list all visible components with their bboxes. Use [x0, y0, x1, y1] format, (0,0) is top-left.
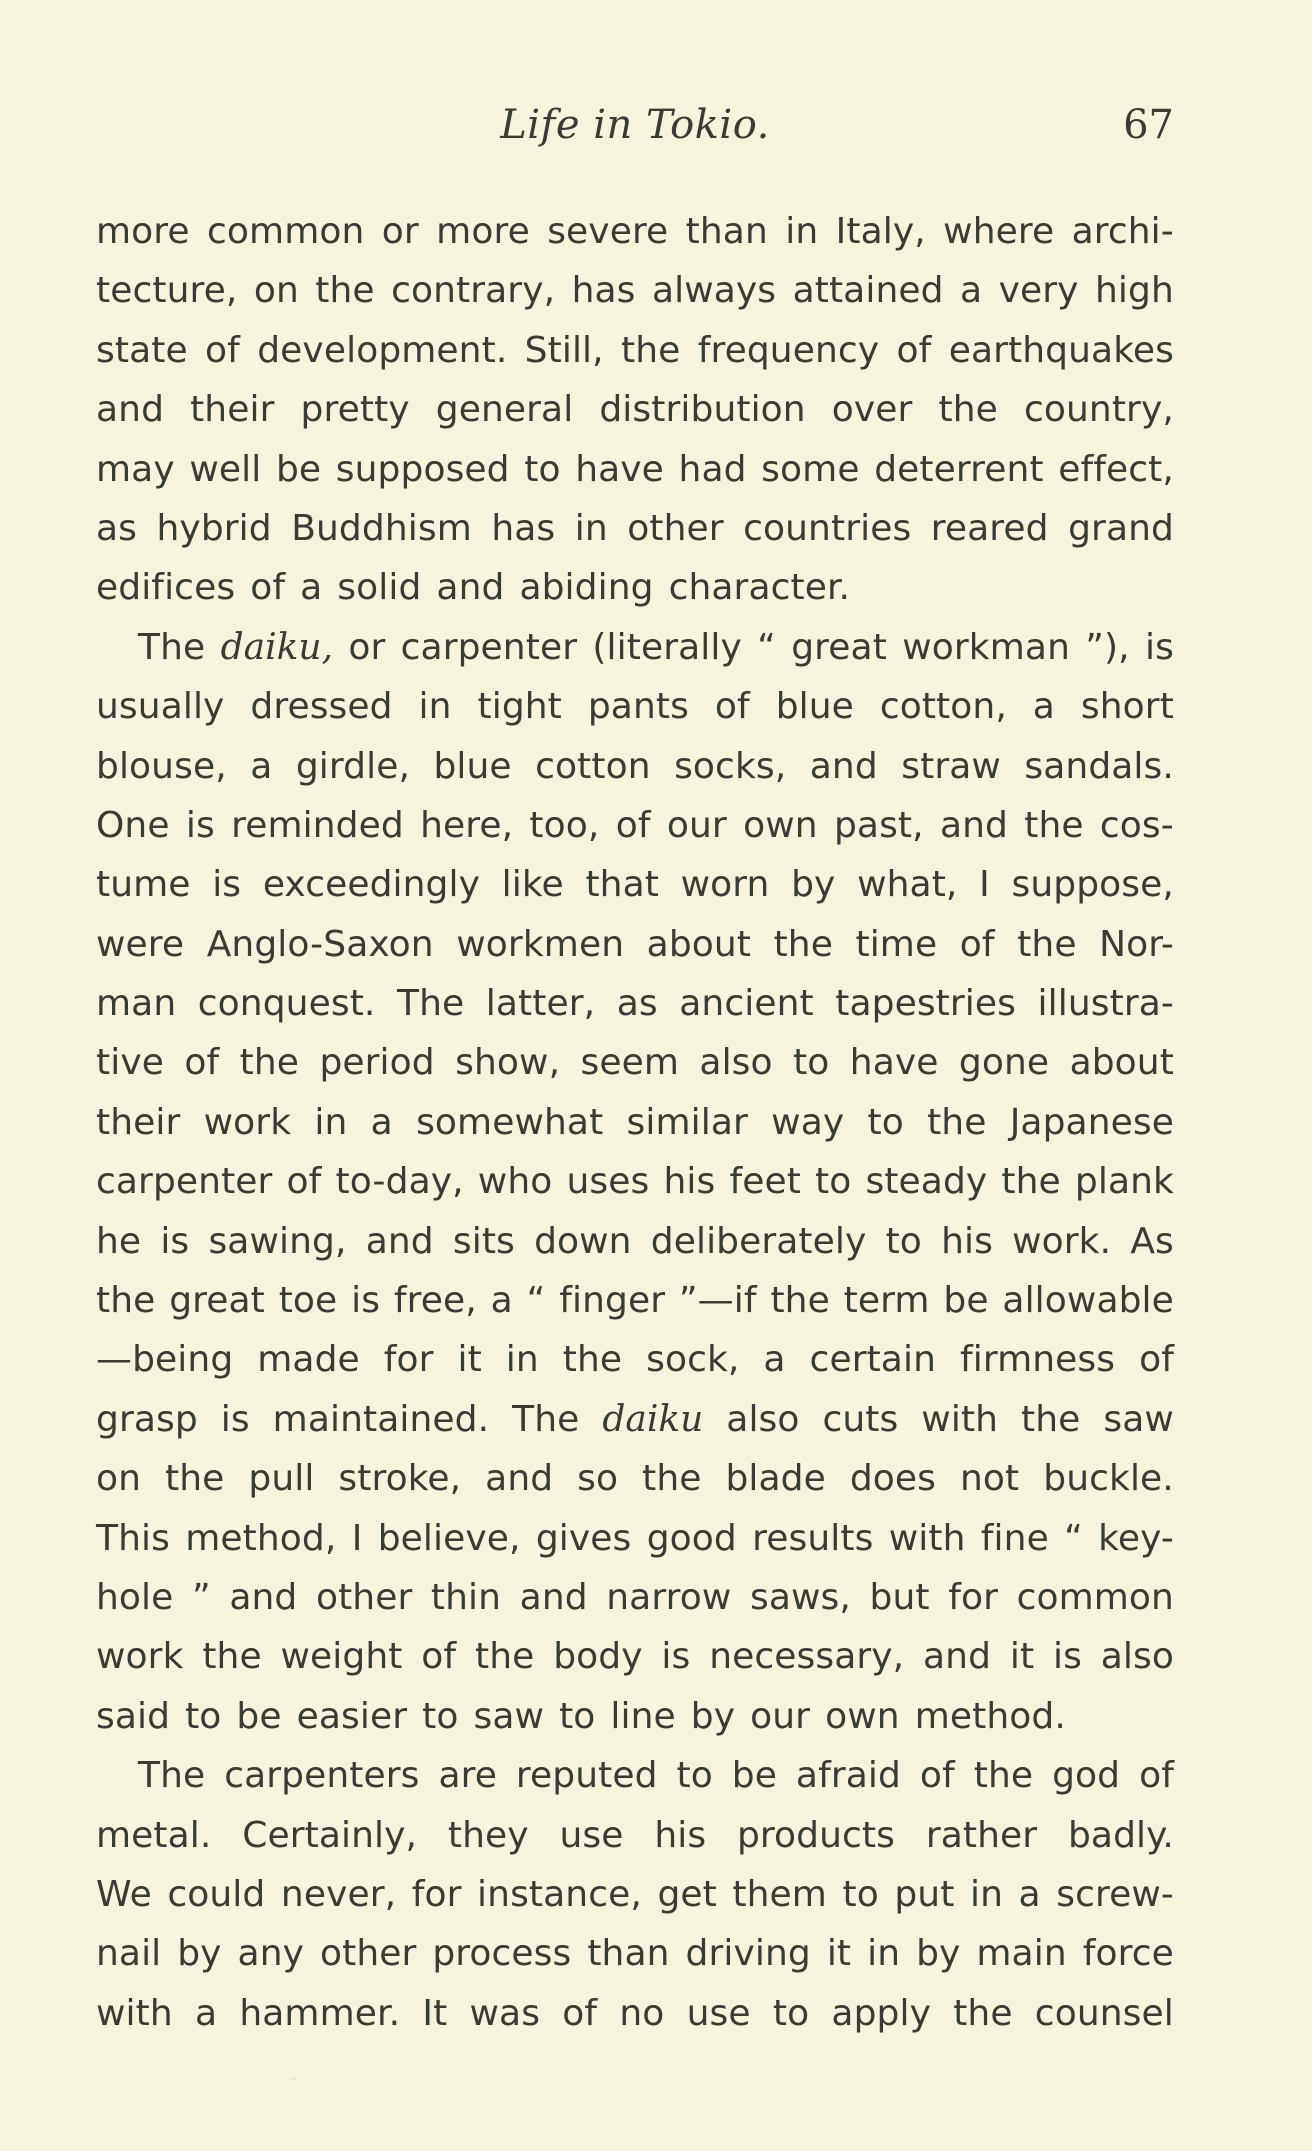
text-line: edifices of a solid and abiding character. — [96, 567, 851, 609]
text-line: blouse, a girdle, blue cotton socks, and straw sandals. — [96, 745, 1174, 787]
text-line: and their pretty general distribution over the country, — [96, 389, 1174, 431]
text-line: The carpenters are reputed to be afraid of the god of — [138, 1755, 1174, 1797]
text-line: The daiku, or carpenter (literally “ great workman ”), is — [138, 626, 1174, 668]
text-line: grasp is maintained. The daiku also cuts with the saw — [96, 1398, 1174, 1440]
text-line: man conquest. The latter, as ancient tapestries illustra- — [96, 983, 1174, 1025]
text-line: work the weight of the body is necessary, and it is also — [96, 1636, 1174, 1678]
text-line: said to be easier to saw to line by our own method. — [96, 1695, 1066, 1737]
text-line: nail by any other process than driving it in by main force — [96, 1933, 1174, 1975]
page-number: 67 — [1123, 102, 1174, 148]
text-line: hole ” and other thin and narrow saws, but for common — [96, 1576, 1174, 1618]
paper-speck — [292, 2077, 296, 2081]
text-line: We could never, for instance, get them to put in a screw- — [96, 1873, 1174, 1915]
text-line: may well be supposed to have had some deterrent effect, — [96, 448, 1174, 490]
text-line: metal. Certainly, they use his products rather badly. — [96, 1814, 1174, 1856]
text-line: —being made for it in the sock, a certain firmness of — [96, 1339, 1174, 1381]
paragraph — [96, 202, 1174, 618]
text-line: on the pull stroke, and so the blade does not buckle. — [96, 1458, 1174, 1500]
page-header — [96, 96, 1174, 154]
running-title: Life in Tokio. — [500, 102, 770, 148]
text-line: This method, I believe, gives good results with fine “ key- — [96, 1517, 1174, 1559]
text-line: tive of the period show, seem also to have gone about — [96, 1042, 1174, 1084]
text-line: usually dressed in tight pants of blue cotton, a short — [96, 686, 1174, 728]
text-line: the great toe is free, a “ finger ”—if the term be allowable — [96, 1280, 1174, 1322]
paragraph — [96, 1746, 1174, 2043]
text-line: more common or more severe than in Italy, where archi- — [96, 211, 1174, 252]
text-line: tecture, on the contrary, has always attained a very high — [96, 270, 1174, 312]
text-line: he is sawing, and sits down deliberately to his work. As — [96, 1220, 1174, 1262]
text-line: state of development. Still, the frequency of earthquakes — [96, 329, 1174, 371]
text-line: were Anglo-Saxon workmen about the time of the Nor- — [96, 923, 1174, 965]
text-line: tume is exceedingly like that worn by what, I suppose, — [96, 864, 1174, 906]
text-line: carpenter of to-day, who uses his feet to steady the plank — [96, 1161, 1174, 1203]
text-line: with a hammer. It was of no use to apply the counsel — [96, 1992, 1174, 2034]
body-text — [96, 202, 1174, 2043]
text-line: their work in a somewhat similar way to the Japanese — [96, 1101, 1174, 1143]
text-line: as hybrid Buddhism has in other countries reared grand — [96, 507, 1174, 549]
text-line: One is reminded here, too, of our own past, and the cos- — [96, 804, 1174, 846]
paragraph — [96, 618, 1174, 1746]
